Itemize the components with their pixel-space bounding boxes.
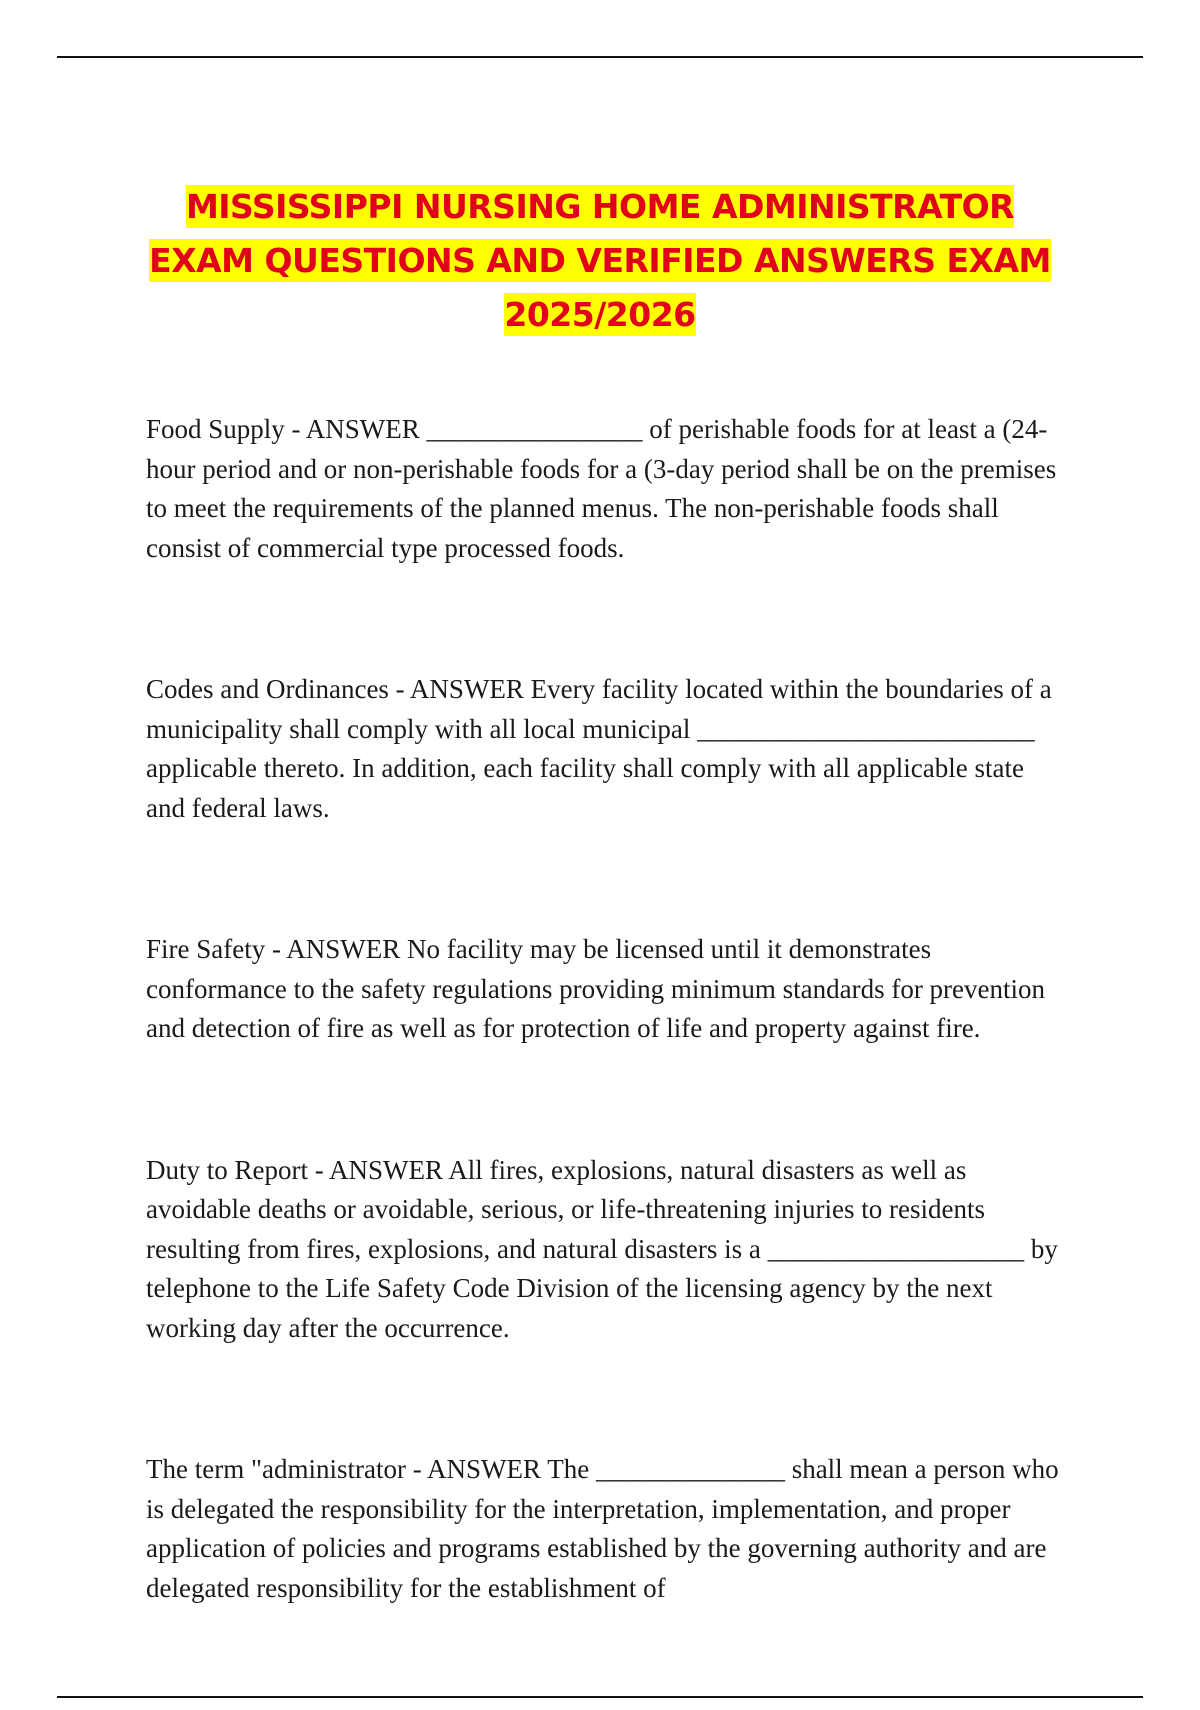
answer-blank: _________________________: [697, 713, 1035, 744]
qa-item-codes-ordinances: [146, 670, 1066, 828]
bottom-rule: [57, 1696, 1143, 1698]
qa-text: Fire Safety - ANSWER No facility may be licensed until it demonstrates conformance to the safety regulations providing minimum standards for prevention and detection of fire as well as for protection of life and property against fire.: [146, 934, 1046, 1043]
top-rule: [57, 56, 1143, 58]
qa-text: applicable thereto. In addition, each facility shall comply with all applicable state and federal laws.: [146, 753, 1024, 823]
title-line-2: EXAM QUESTIONS AND VERIFIED ANSWERS EXAM: [149, 241, 1051, 280]
answer-blank: ___________________: [767, 1233, 1025, 1264]
qa-text: shall mean a person who is delegated the responsibility for the interpretation, implementation, and proper application of policies and programs established by the governing authority and are delegated responsibility for the establishment of: [146, 1454, 1059, 1603]
qa-item-fire-safety: [146, 930, 1066, 1049]
qa-list: [146, 410, 1066, 1710]
title-line-1: MISSISSIPPI NURSING HOME ADMINISTRATOR: [185, 187, 1015, 226]
qa-item-duty-to-report: [146, 1151, 1066, 1349]
qa-text: The term "administrator - ANSWER The: [146, 1454, 596, 1484]
qa-text: of perishable foods for at least a (24-hour period and or non-perishable foods for a (3-day period shall be on the premises to meet the requirements of the planned menus. The non-perishable foods shall consist of commercial type processed foods.: [146, 414, 1057, 563]
document-title: [100, 180, 1100, 342]
qa-item-food-supply: [146, 410, 1066, 568]
qa-text: Food Supply - ANSWER: [146, 414, 427, 444]
qa-text: Codes and Ordinances - ANSWER Every facility located within the boundaries of a municipality shall comply with all local municipal: [146, 674, 1052, 744]
answer-blank: ______________: [595, 1454, 785, 1484]
title-line-3: 2025/2026: [504, 295, 696, 334]
qa-text: Duty to Report - ANSWER All fires, explosions, natural disasters as well as avoidable deaths or avoidable, serious, or life-threatening injuries to residents resulting from fires, explosions, and natural disasters is a: [146, 1154, 985, 1264]
qa-item-administrator: [146, 1450, 1066, 1608]
answer-blank: ________________: [426, 414, 643, 444]
qa-text: by telephone to the Life Safety Code Division of the licensing agency by the next working day after the occurrence.: [146, 1233, 1058, 1343]
